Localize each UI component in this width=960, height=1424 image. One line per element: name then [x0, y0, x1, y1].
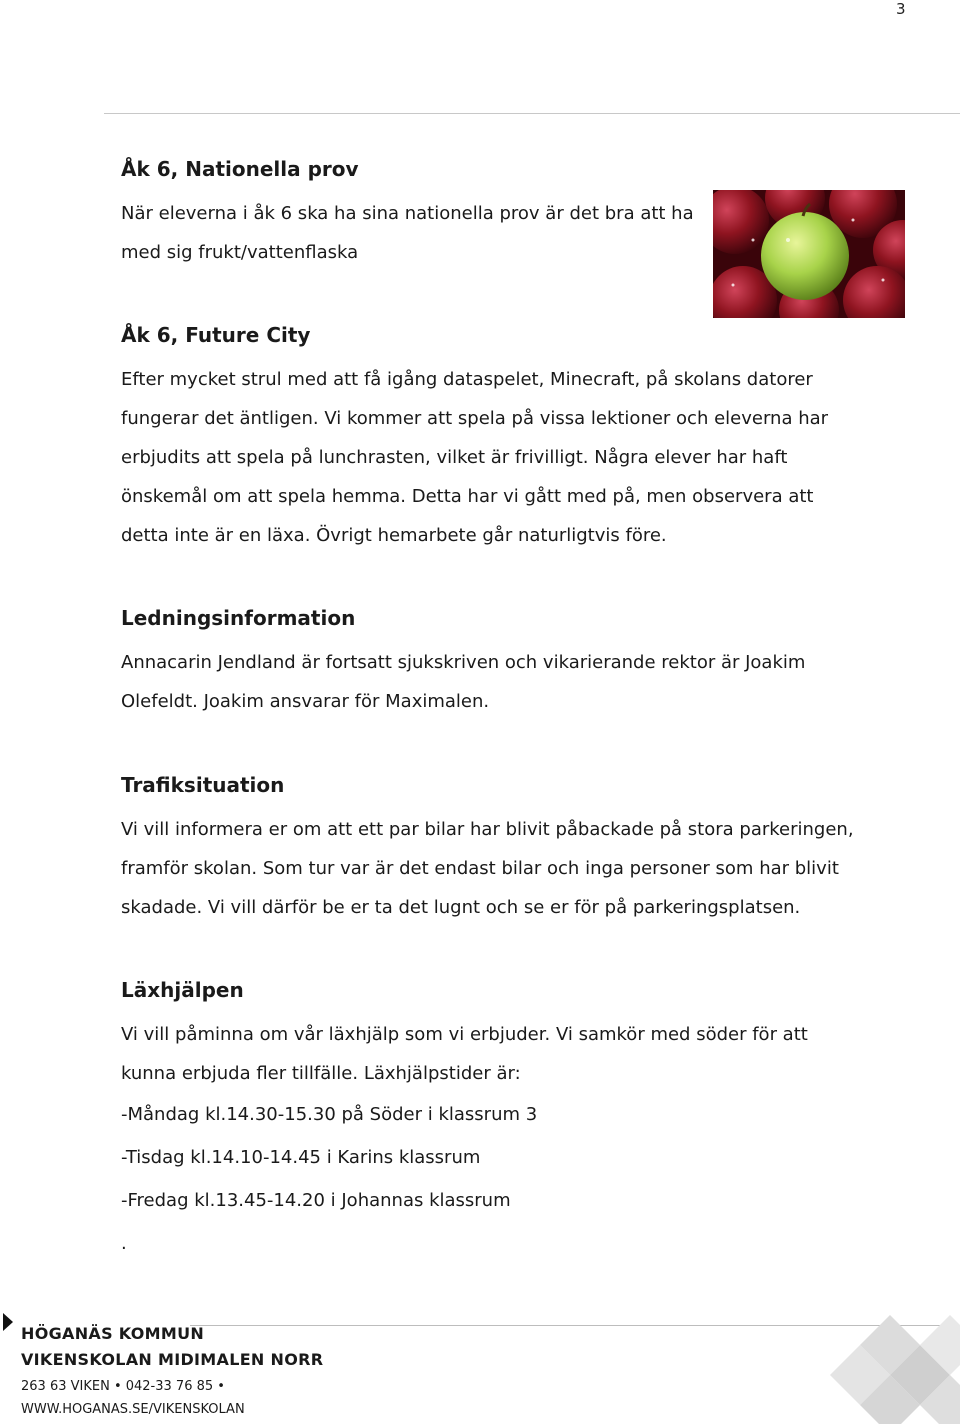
paragraph-line: Vi vill påminna om vår läxhjälp som vi erbjuder. Vi samkör med söder för att — [121, 1024, 808, 1045]
section-ledningsinformation — [121, 601, 881, 721]
footer-school-name: VIKENSKOLAN MIDIMALEN NORR — [21, 1350, 324, 1369]
paragraph-line: fungerar det äntligen. Vi kommer att spela på vissa lektioner och eleverna har — [121, 408, 829, 429]
section-heading: Läxhjälpen — [121, 978, 244, 1002]
section-heading: Trafiksituation — [121, 773, 285, 797]
footer-organization: HÖGANÄS KOMMUN — [21, 1324, 205, 1343]
paragraph-line: Vi vill informera er om att ett par bilar har blivit påbackade på stora parkeringen, — [121, 819, 854, 840]
paragraph-line: erbjudits att spela på lunchrasten, vilket är frivilligt. Några elever har haft — [121, 447, 788, 468]
section-heading: Åk 6, Future City — [121, 323, 311, 347]
footer-website-link[interactable]: WWW.HOGANAS.SE/VIKENSKOLAN — [21, 1402, 245, 1417]
schedule-item: -Måndag kl.14.30-15.30 på Söder i klassrum 3 — [121, 1104, 538, 1125]
section-heading: Ledningsinformation — [121, 606, 356, 630]
paragraph-line: framför skolan. Som tur var är det endast bilar och inga personer som har blivit — [121, 858, 839, 879]
paragraph-line: skadade. Vi vill därför be er ta det lugnt och se er för på parkeringsplatsen. — [121, 897, 801, 918]
section-heading: Åk 6, Nationella prov — [121, 157, 359, 181]
paragraph-line: Annacarin Jendland är fortsatt sjukskriven och vikarierande rektor är Joakim — [121, 652, 806, 673]
paragraph-line: kunna erbjuda fler tillfälle. Läxhjälpstider är: — [121, 1063, 521, 1084]
paragraph-line: önskemål om att spela hemma. Detta har vi gått med på, men observera att — [121, 486, 814, 507]
schedule-item: -Fredag kl.13.45-14.20 i Johannas klassrum — [121, 1190, 511, 1211]
arrow-right-icon — [3, 1313, 13, 1331]
section-trafiksituation — [121, 768, 881, 927]
apples-photo — [713, 190, 905, 318]
paragraph-line: Olefeldt. Joakim ansvarar för Maximalen. — [121, 691, 490, 712]
paragraph-line: Efter mycket strul med att få igång dataspelet, Minecraft, på skolans datorer — [121, 369, 813, 390]
paragraph-line: detta inte är en läxa. Övrigt hemarbete går naturligtvis före. — [121, 525, 667, 546]
schedule-item: -Tisdag kl.14.10-14.45 i Karins klassrum — [121, 1147, 481, 1168]
section-laxhjalpen — [121, 973, 881, 1265]
kommun-logo-icon — [820, 1305, 960, 1424]
paragraph-line: När eleverna i åk 6 ska ha sina nationella prov är det bra att ha — [121, 203, 694, 224]
page-number: 3 — [896, 0, 906, 18]
paragraph-line: med sig frukt/vattenflaska — [121, 242, 359, 263]
section-future-city — [121, 318, 881, 555]
footer-contact: 263 63 VIKEN • 042-33 76 85 • — [21, 1379, 225, 1394]
trailing-dot: . — [121, 1233, 127, 1254]
header-rule — [104, 113, 960, 114]
apples-illustration — [713, 190, 905, 318]
footer — [0, 1305, 960, 1424]
